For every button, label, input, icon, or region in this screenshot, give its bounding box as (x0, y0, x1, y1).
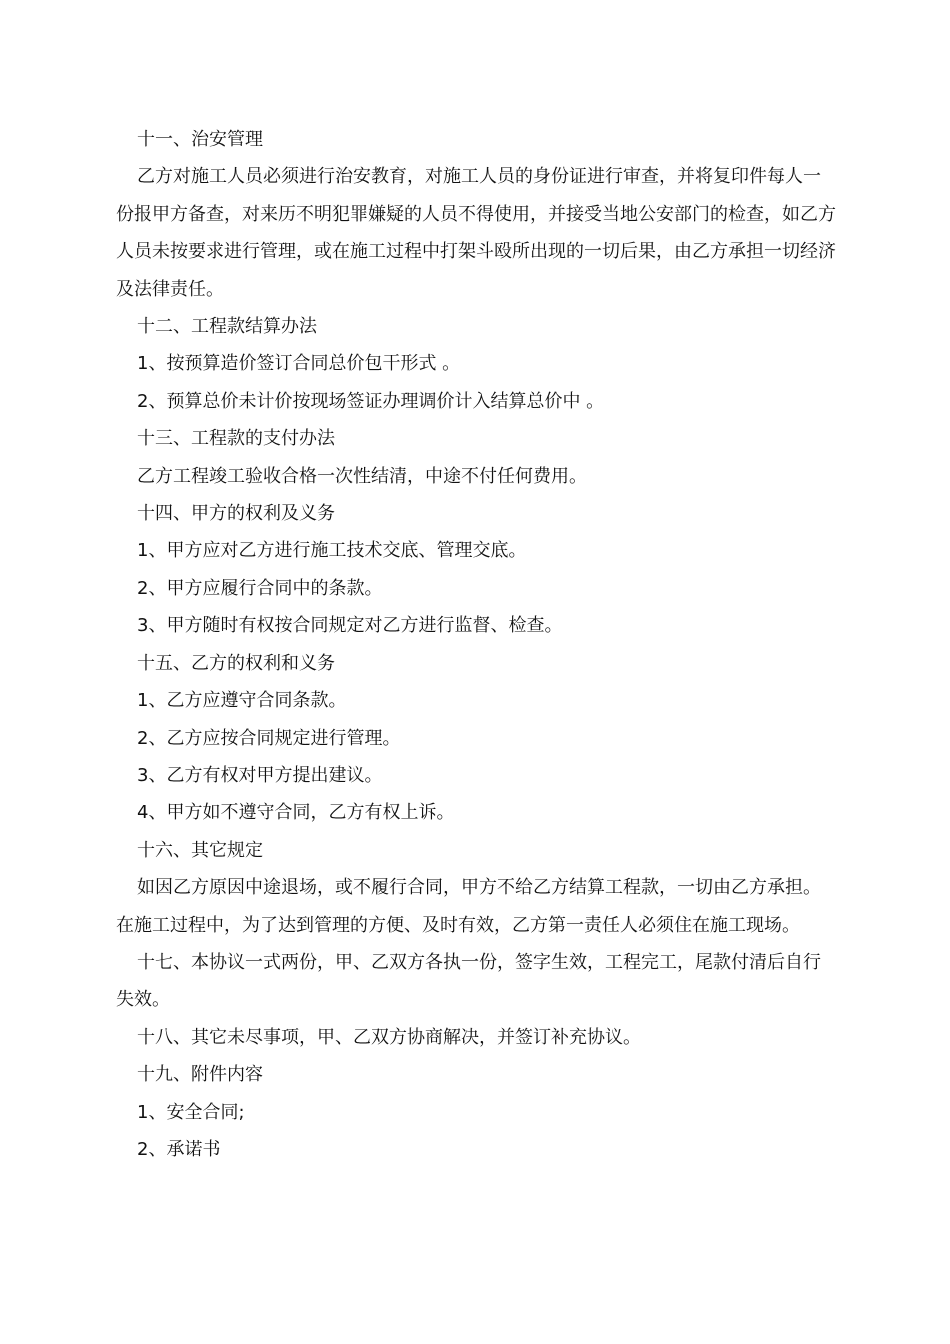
list-item: 2、承诺书 (137, 1138, 221, 1160)
section-heading-12: 十二、工程款结算办法 (137, 316, 317, 338)
list-item: 4、甲方如不遵守合同，乙方有权上诉。 (137, 802, 455, 824)
list-item: 2、甲方应履行合同中的条款。 (137, 577, 383, 599)
section-18: 十八、其它未尽事项，甲、乙双方协商解决，并签订补充协议。 (137, 1026, 641, 1048)
section-17: 十七、本协议一式两份，甲、乙双方各执一份，签字生效，工程完工，尾款付清后自行失效。 (116, 951, 821, 1011)
section-heading-15: 十五、乙方的权利和义务 (137, 652, 335, 674)
document-body (116, 121, 838, 1168)
list-item: 1、甲方应对乙方进行施工技术交底、管理交底。 (137, 540, 527, 562)
section-body-11: 乙方对施工人员必须进行治安教育，对施工人员的身份证进行审查，并将复印件每人一份报甲方备查，对来历不明犯罪嫌疑的人员不得使用，并接受当地公安部门的检查，如乙方人员未按要求进行管理，或在施工过程中打架斗殴所出现的一切后果，由乙方承担一切经济及法律责任。 (116, 166, 836, 300)
section-heading-11: 十一、治安管理 (137, 129, 263, 150)
list-item: 3、甲方随时有权按合同规定对乙方进行监督、检查。 (137, 615, 563, 637)
section-heading-19: 十九、附件内容 (137, 1064, 263, 1086)
list-item: 1、按预算造价签订合同总价包干形式 。 (137, 353, 461, 375)
list-item: 2、预算总价未计价按现场签证办理调价计入结算总价中 。 (137, 390, 605, 412)
list-item: 2、乙方应按合同规定进行管理。 (137, 727, 401, 749)
list-item: 1、安全合同; (137, 1101, 245, 1123)
section-heading-14: 十四、甲方的权利及义务 (137, 503, 335, 525)
list-item: 1、乙方应遵守合同条款。 (137, 690, 347, 712)
section-body-16: 如因乙方原因中途退场，或不履行合同，甲方不给乙方结算工程款，一切由乙方承担。在施工过程中，为了达到管理的方便、及时有效，乙方第一责任人必须住在施工现场。 (116, 877, 821, 936)
list-item: 3、乙方有权对甲方提出建议。 (137, 764, 383, 786)
section-heading-16: 十六、其它规定 (137, 839, 263, 861)
section-body-13: 乙方工程竣工验收合格一次性结清，中途不付任何费用。 (137, 465, 587, 487)
section-heading-13: 十三、工程款的支付办法 (137, 428, 335, 450)
